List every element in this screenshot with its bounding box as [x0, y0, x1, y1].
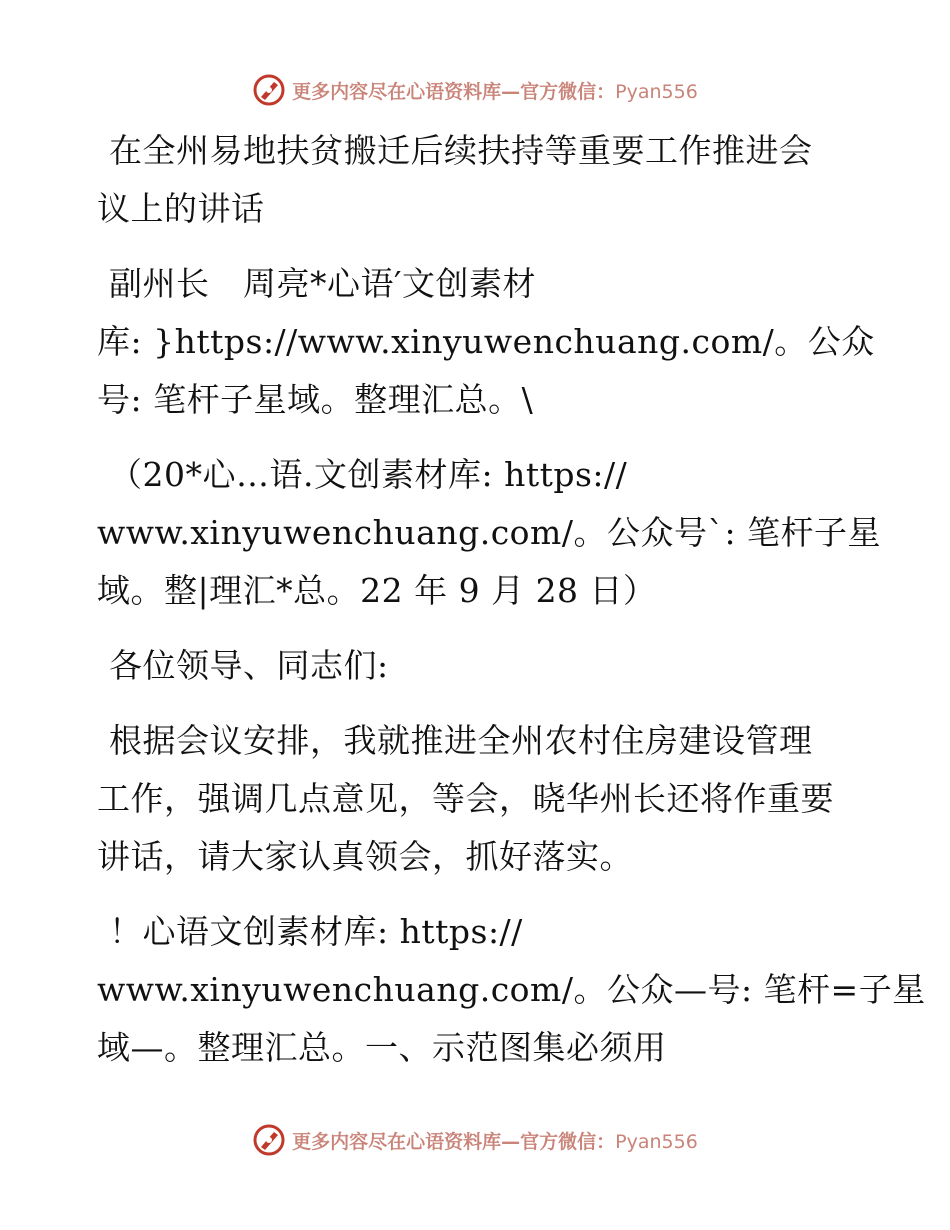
- banner-text: 更多内容尽在心语资料库—官方微信：Pyan556: [292, 1130, 698, 1153]
- date-line: www.xinyuwenchuang.com/。公众号`: 笔杆子星: [97, 513, 882, 552]
- header-banner: [0, 70, 950, 110]
- intro-paragraph: [97, 712, 867, 886]
- pen-logo-icon: [252, 73, 286, 107]
- banner-text: 更多内容尽在心语资料库—官方微信：Pyan556: [292, 80, 698, 103]
- date-paragraph: [97, 446, 882, 620]
- section-line: ！心语文创素材库: https://: [109, 912, 523, 951]
- salutation-line: 各位领导、同志们:: [109, 646, 389, 685]
- author-line: 号: 笔杆子星域。整理汇总。\: [97, 380, 534, 419]
- salutation: [97, 637, 867, 695]
- document-title: [97, 122, 867, 238]
- section-line: www.xinyuwenchuang.com/。公众—号: 笔杆=子星: [97, 970, 926, 1009]
- section-paragraph: [97, 903, 926, 1077]
- banner-wechat-id: Pyan556: [615, 80, 698, 103]
- section-line: 域—。整理汇总。一、示范图集必须用: [97, 1028, 667, 1067]
- title-line: 在全州易地扶贫搬迁后续扶持等重要工作推进会: [109, 131, 813, 170]
- intro-line: 根据会议安排，我就推进全州农村住房建设管理: [109, 721, 813, 760]
- date-line: 域。整|理汇*总。22 年 9 月 28 日）: [97, 571, 657, 610]
- author-paragraph: [97, 255, 875, 429]
- intro-line: 工作，强调几点意见，等会，晓华州长还将作重要: [97, 779, 834, 818]
- date-line: （20*心…语.文创素材库: https://: [109, 455, 628, 494]
- title-line: 议上的讲话: [97, 189, 265, 228]
- pen-logo-icon: [252, 1123, 286, 1157]
- intro-line: 讲话，请大家认真领会，抓好落实。: [97, 837, 633, 876]
- author-line: 库: }https://www.xinyuwenchuang.com/。公众: [97, 322, 875, 361]
- banner-wechat-id: Pyan556: [615, 1130, 698, 1153]
- footer-banner: [0, 1120, 950, 1160]
- author-line: 副州长 周亮*心语′文创素材: [109, 264, 536, 303]
- document-body: [97, 122, 926, 1094]
